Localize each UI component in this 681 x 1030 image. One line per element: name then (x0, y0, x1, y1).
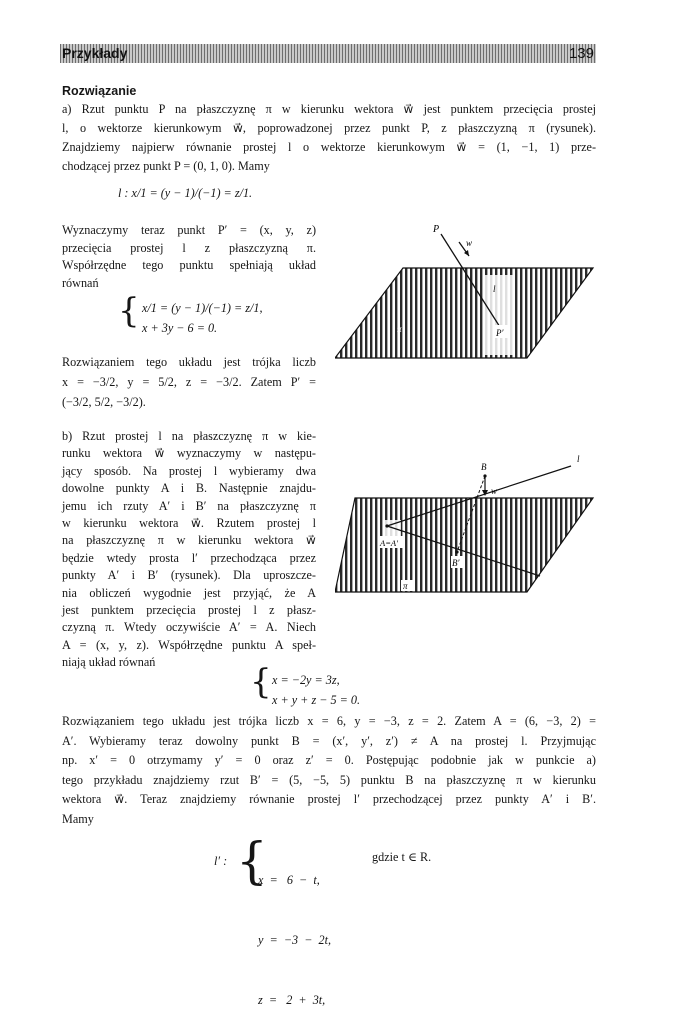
text-line: jest punktem przecięcia prostej l z płasz- (62, 603, 316, 618)
final-suffix: gdzie t ∈ R. (372, 850, 432, 864)
text-line: np. x′ = 0 otrzymamy y′ = 0 oraz z′ = 0. Postępując podobnie jak w punkcie a) (62, 753, 596, 767)
text-line: dowolne punkty A i B. Następnie znajdu- (62, 481, 316, 496)
system-b (272, 670, 360, 710)
system-brace: { (250, 662, 272, 702)
text-line: l, o wektorze kierunkowym w⃗, poprowadzonej przez punkt P, z płaszczyzną π (rysunek). (62, 121, 596, 135)
solution-heading: Rozwiązanie (62, 84, 137, 98)
text-line: Rozwiązaniem tego układu jest trójka liczb (62, 355, 316, 369)
text-line: b) Rzut prostej l na płaszczyznę π w kie- (62, 429, 316, 443)
text-line: na płaszczyznę π w kierunku wektora w⃗ (62, 533, 316, 548)
text-line: A = (x, y, z). Współrzędne punktu A speł- (62, 637, 316, 652)
equation-line: x/1 = (y − 1)/(−1) = z/1, (142, 301, 263, 315)
point-b-prime (455, 550, 458, 553)
final-label: l′ : (214, 854, 228, 868)
label-p-prime: P′ (496, 328, 504, 338)
text-line: runku wektora w⃗ wyznaczymy w następu- (62, 446, 316, 461)
text-line: Znajdziemy najpierw równanie prostej l o wektorze kierunkowym w⃗ = (1, −1, 1) prze- (62, 140, 596, 154)
equation-line: x = −2y = 3z, (272, 673, 340, 687)
part-a-solution (62, 352, 316, 412)
text-line: Rozwiązaniem tego układu jest trójka liczb x = 6, y = −3, z = 2. Zatem A = (6, −3, 2) = (62, 714, 596, 728)
text-line: będzie wtedy prosta l′ przechodząca przez (62, 550, 316, 565)
text-line: jący sposób. Na prostej l wybieramy dwa (62, 463, 316, 478)
text-line: a) Rzut punktu P na płaszczyznę π w kierunku wektora w⃗ jest punktem przecięcia prostej (62, 102, 596, 116)
line-clearance (483, 275, 513, 355)
label-w: w⃗ (491, 486, 505, 496)
text-line: w kierunku wektora w⃗. Rzutem prostej l (62, 516, 316, 531)
plane-pi (335, 268, 593, 358)
part-b-column (62, 428, 316, 672)
text-line: niają układ równań (62, 655, 156, 670)
text-line: Mamy (62, 811, 94, 826)
section-title: Przykłady (62, 45, 128, 61)
text-line: jemu ich rzuty A′ i B′ na płaszczyznę π (62, 498, 316, 513)
equation-line: x + y + z − 5 = 0. (272, 693, 361, 707)
page-header (60, 44, 596, 63)
equation-line: x = 6 − t, (258, 873, 320, 887)
system-brace: { (236, 832, 268, 890)
final-system (258, 830, 331, 1030)
system-brace: { (118, 291, 140, 331)
text-line: (−3/2, 5/2, −3/2). (62, 395, 146, 409)
point-a (385, 524, 388, 527)
text-line: równań (62, 275, 99, 290)
text-line: przecięcia prostej l z płaszczyzną π. (62, 240, 316, 255)
label-l: l (493, 284, 496, 294)
text-line: nia obliczeń wygodnie jest przyjąć, że A (62, 585, 316, 600)
text-line: punkty A′ i B′ (rysunek). Dla uproszcze- (62, 568, 316, 583)
line-equation: l : x/1 = (y − 1)/(−1) = z/1. (118, 186, 253, 200)
point-b (483, 474, 486, 477)
label-pi: π (397, 324, 402, 334)
label-p: P (433, 224, 440, 235)
text-line: Wyznaczymy teraz punkt P′ = (x, y, z) (62, 223, 316, 237)
text-line: tego przykładu znajdziemy rzut B′ = (5, −5, 5) punktu B na płaszczyznę π w kierunku (62, 772, 596, 787)
equation-line: x + 3y − 6 = 0. (142, 321, 218, 335)
label-b-prime: B′ (452, 558, 460, 568)
figure-projection-point (335, 220, 597, 360)
text-line: A′. Wybieramy teraz dowolny punkt B = (x′, y′, z′) ≠ A na prostej l. Przyjmując (62, 733, 596, 748)
text-line: Współrzędne tego punktu spełniają układ (62, 258, 316, 272)
label-l: l (577, 454, 580, 464)
label-a: A=A′ (380, 538, 398, 548)
page-number: 139 (568, 45, 594, 62)
label-b: B (481, 462, 487, 472)
part-a-column (62, 222, 316, 292)
equation-line: z = 2 + 3t, (258, 993, 326, 1007)
system-a (142, 298, 263, 338)
text-line: x = −3/2, y = 5/2, z = −3/2. Zatem P′ = (62, 375, 316, 389)
part-a-paragraph (62, 100, 596, 176)
label-w: w⃗ (466, 238, 480, 248)
equation-line: y = −3 − 2t, (258, 933, 332, 947)
figure-projection-line (335, 450, 597, 600)
text-line: chodzącej przez punkt P = (0, 1, 0). Mamy (62, 159, 270, 173)
plane-pi (335, 498, 593, 592)
part-b-paragraph (62, 712, 596, 829)
text-line: czyzną π. Wtedy oczywiście A′ = A. Niech (62, 620, 316, 635)
label-pi: π (403, 581, 408, 591)
text-line: wektora w⃗. Teraz znajdziemy równanie prostej l′ przechodzącej przez punkty A′ i B′. (62, 792, 596, 806)
